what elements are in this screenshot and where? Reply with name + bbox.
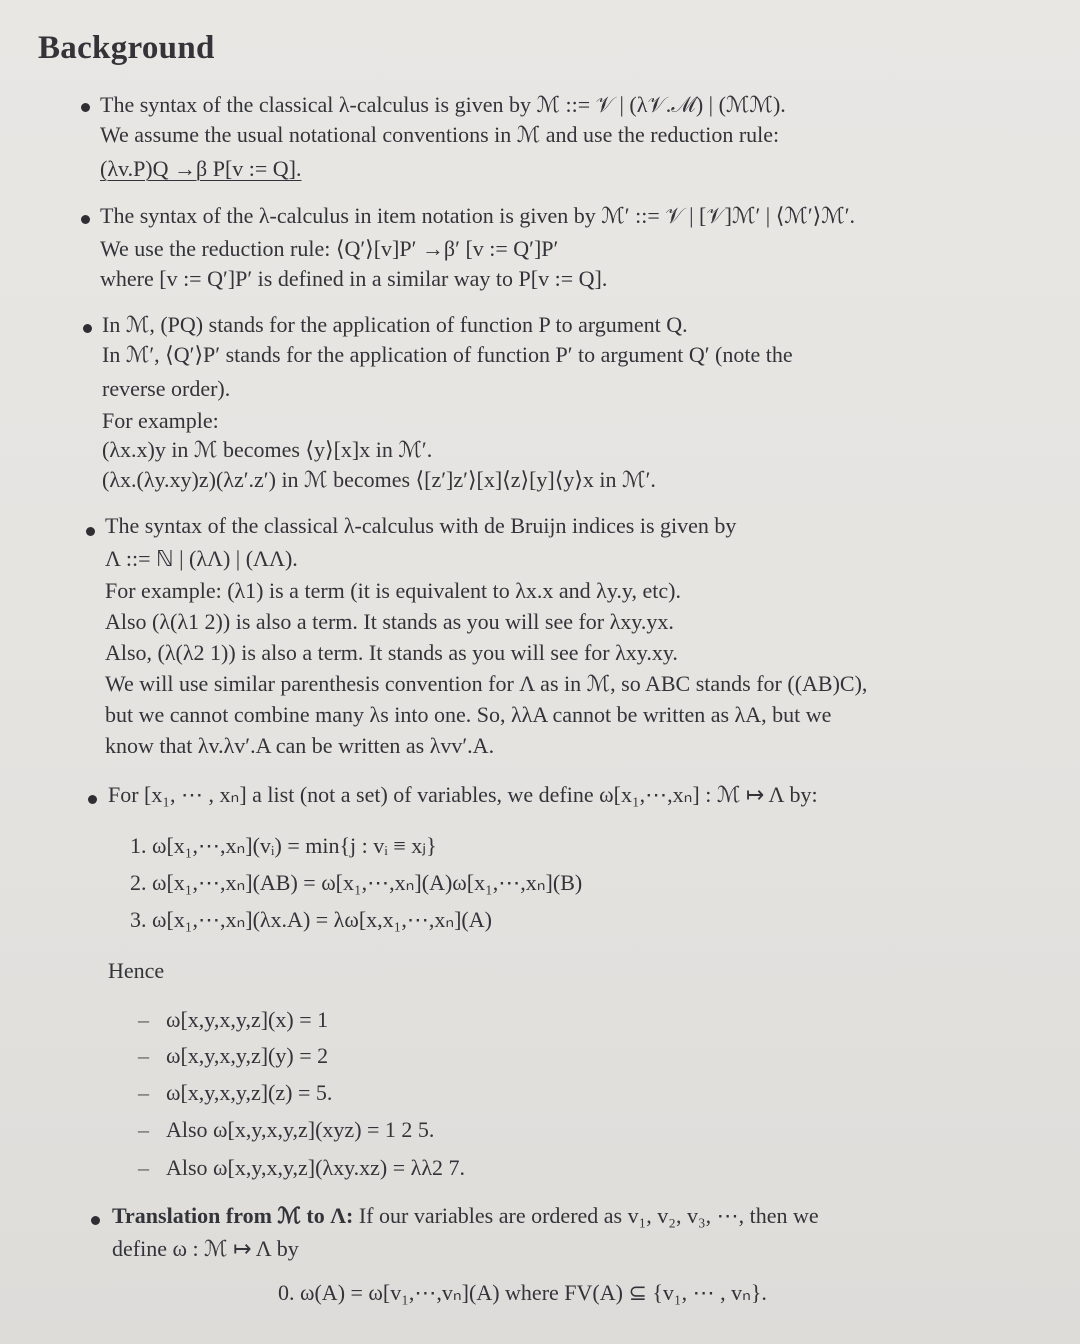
text-line: (λx.x)y in ℳ becomes ⟨y⟩[x]x in ℳ′.	[102, 437, 433, 462]
bullet-dot	[88, 795, 97, 804]
sub-item: ω[x,y,x,y,z](z) = 5.	[166, 1080, 333, 1105]
text-line: (λx.(λy.xy)z)(λz′.z′) in ℳ becomes ⟨[z′]z′⟩[x]⟨z⟩[y]⟨y⟩x in ℳ′.	[102, 467, 656, 492]
text-line: In ℳ, (PQ) stands for the application of function P to argument Q.	[102, 312, 688, 337]
dash-marker: –	[138, 1007, 149, 1032]
sub-item: ω[x,y,x,y,z](x) = 1	[166, 1007, 329, 1032]
sub-item: Also ω[x,y,x,y,z](λxy.xz) = λλ2 7.	[166, 1155, 465, 1180]
text-line: For example: (λ1) is a term (it is equivalent to λx.x and λy.y, etc).	[105, 578, 681, 603]
hence-label: Hence	[108, 958, 165, 983]
dash-marker: –	[138, 1080, 149, 1105]
numbered-item: 3. ω[x₁,⋯,xₙ](λx.A) = λω[x,x₁,⋯,xₙ](A)	[130, 907, 492, 932]
page-title: Background	[38, 30, 215, 66]
definition-item: 0. ω(A) = ω[v₁,⋯,vₙ](A) where FV(A) ⊆ {v₁, ⋯ , vₙ}.	[278, 1280, 767, 1305]
line-rest-text: If our variables are ordered as v₁, v₂, v₃, ⋯, then we	[353, 1203, 819, 1228]
text-line: We assume the usual notational conventions in ℳ and use the reduction rule:	[100, 122, 780, 147]
bullet-dot	[91, 1216, 100, 1225]
text-line	[112, 1203, 819, 1229]
text-line: know that λv.λv′.A can be written as λvv′.A.	[105, 733, 495, 758]
text-line: We will use similar parenthesis convention for Λ as in ℳ, so ABC stands for ((AB)C),	[105, 671, 868, 696]
text-line: (λv.P)Q →β P[v := Q].	[100, 156, 302, 181]
text-line: where [v := Q′]P′ is defined in a similar way to P[v := Q].	[100, 266, 608, 291]
text-line: We use the reduction rule: ⟨Q′⟩[v]P′ →β′ [v := Q′]P′	[100, 236, 559, 261]
text-line: For example:	[102, 408, 219, 433]
bullet-dot	[86, 527, 95, 536]
sub-item: ω[x,y,x,y,z](y) = 2	[166, 1043, 329, 1068]
dash-marker: –	[138, 1117, 149, 1142]
numbered-item: 2. ω[x₁,⋯,xₙ](AB) = ω[x₁,⋯,xₙ](A)ω[x₁,⋯,xₙ](B)	[130, 870, 583, 895]
text-line: but we cannot combine many λs into one. So, λλA cannot be written as λA, but we	[105, 702, 832, 727]
dash-marker: –	[138, 1043, 149, 1068]
bullet-dot	[81, 215, 90, 224]
text-line: Also, (λ(λ2 1)) is also a term. It stands as you will see for λxy.xy.	[105, 640, 678, 665]
text-line: The syntax of the classical λ-calculus is given by ℳ ::= 𝒱 | (λ𝒱.ℳ) | (ℳℳ).	[100, 92, 786, 117]
bullet-dot	[83, 324, 92, 333]
text-line: For [x₁, ⋯ , xₙ] a list (not a set) of variables, we define ω[x₁,⋯,xₙ] : ℳ ↦ Λ by:	[108, 782, 818, 807]
text-line: Λ ::= ℕ | (λΛ) | (ΛΛ).	[105, 546, 298, 571]
text-line: In ℳ′, ⟨Q′⟩P′ stands for the application of function P′ to argument Q′ (note the	[102, 342, 793, 367]
text-line: reverse order).	[102, 376, 231, 401]
dash-marker: –	[138, 1155, 149, 1180]
text-line: Also (λ(λ1 2)) is also a term. It stands as you will see for λxy.yx.	[105, 609, 674, 634]
text-line: define ω : ℳ ↦ Λ by	[112, 1236, 299, 1261]
text-line: The syntax of the classical λ-calculus with de Bruijn indices is given by	[105, 513, 737, 538]
bullet-dot	[81, 103, 90, 112]
numbered-item: 1. ω[x₁,⋯,xₙ](vᵢ) = min{j : vᵢ ≡ xⱼ}	[130, 833, 437, 858]
bold-lead-text: Translation from ℳ to Λ:	[112, 1203, 354, 1228]
sub-item: Also ω[x,y,x,y,z](xyz) = 1 2 5.	[166, 1117, 435, 1142]
text-line: The syntax of the λ-calculus in item notation is given by ℳ′ ::= 𝒱 | [𝒱]ℳ′ | ⟨ℳ′⟩ℳ′.	[100, 203, 856, 228]
